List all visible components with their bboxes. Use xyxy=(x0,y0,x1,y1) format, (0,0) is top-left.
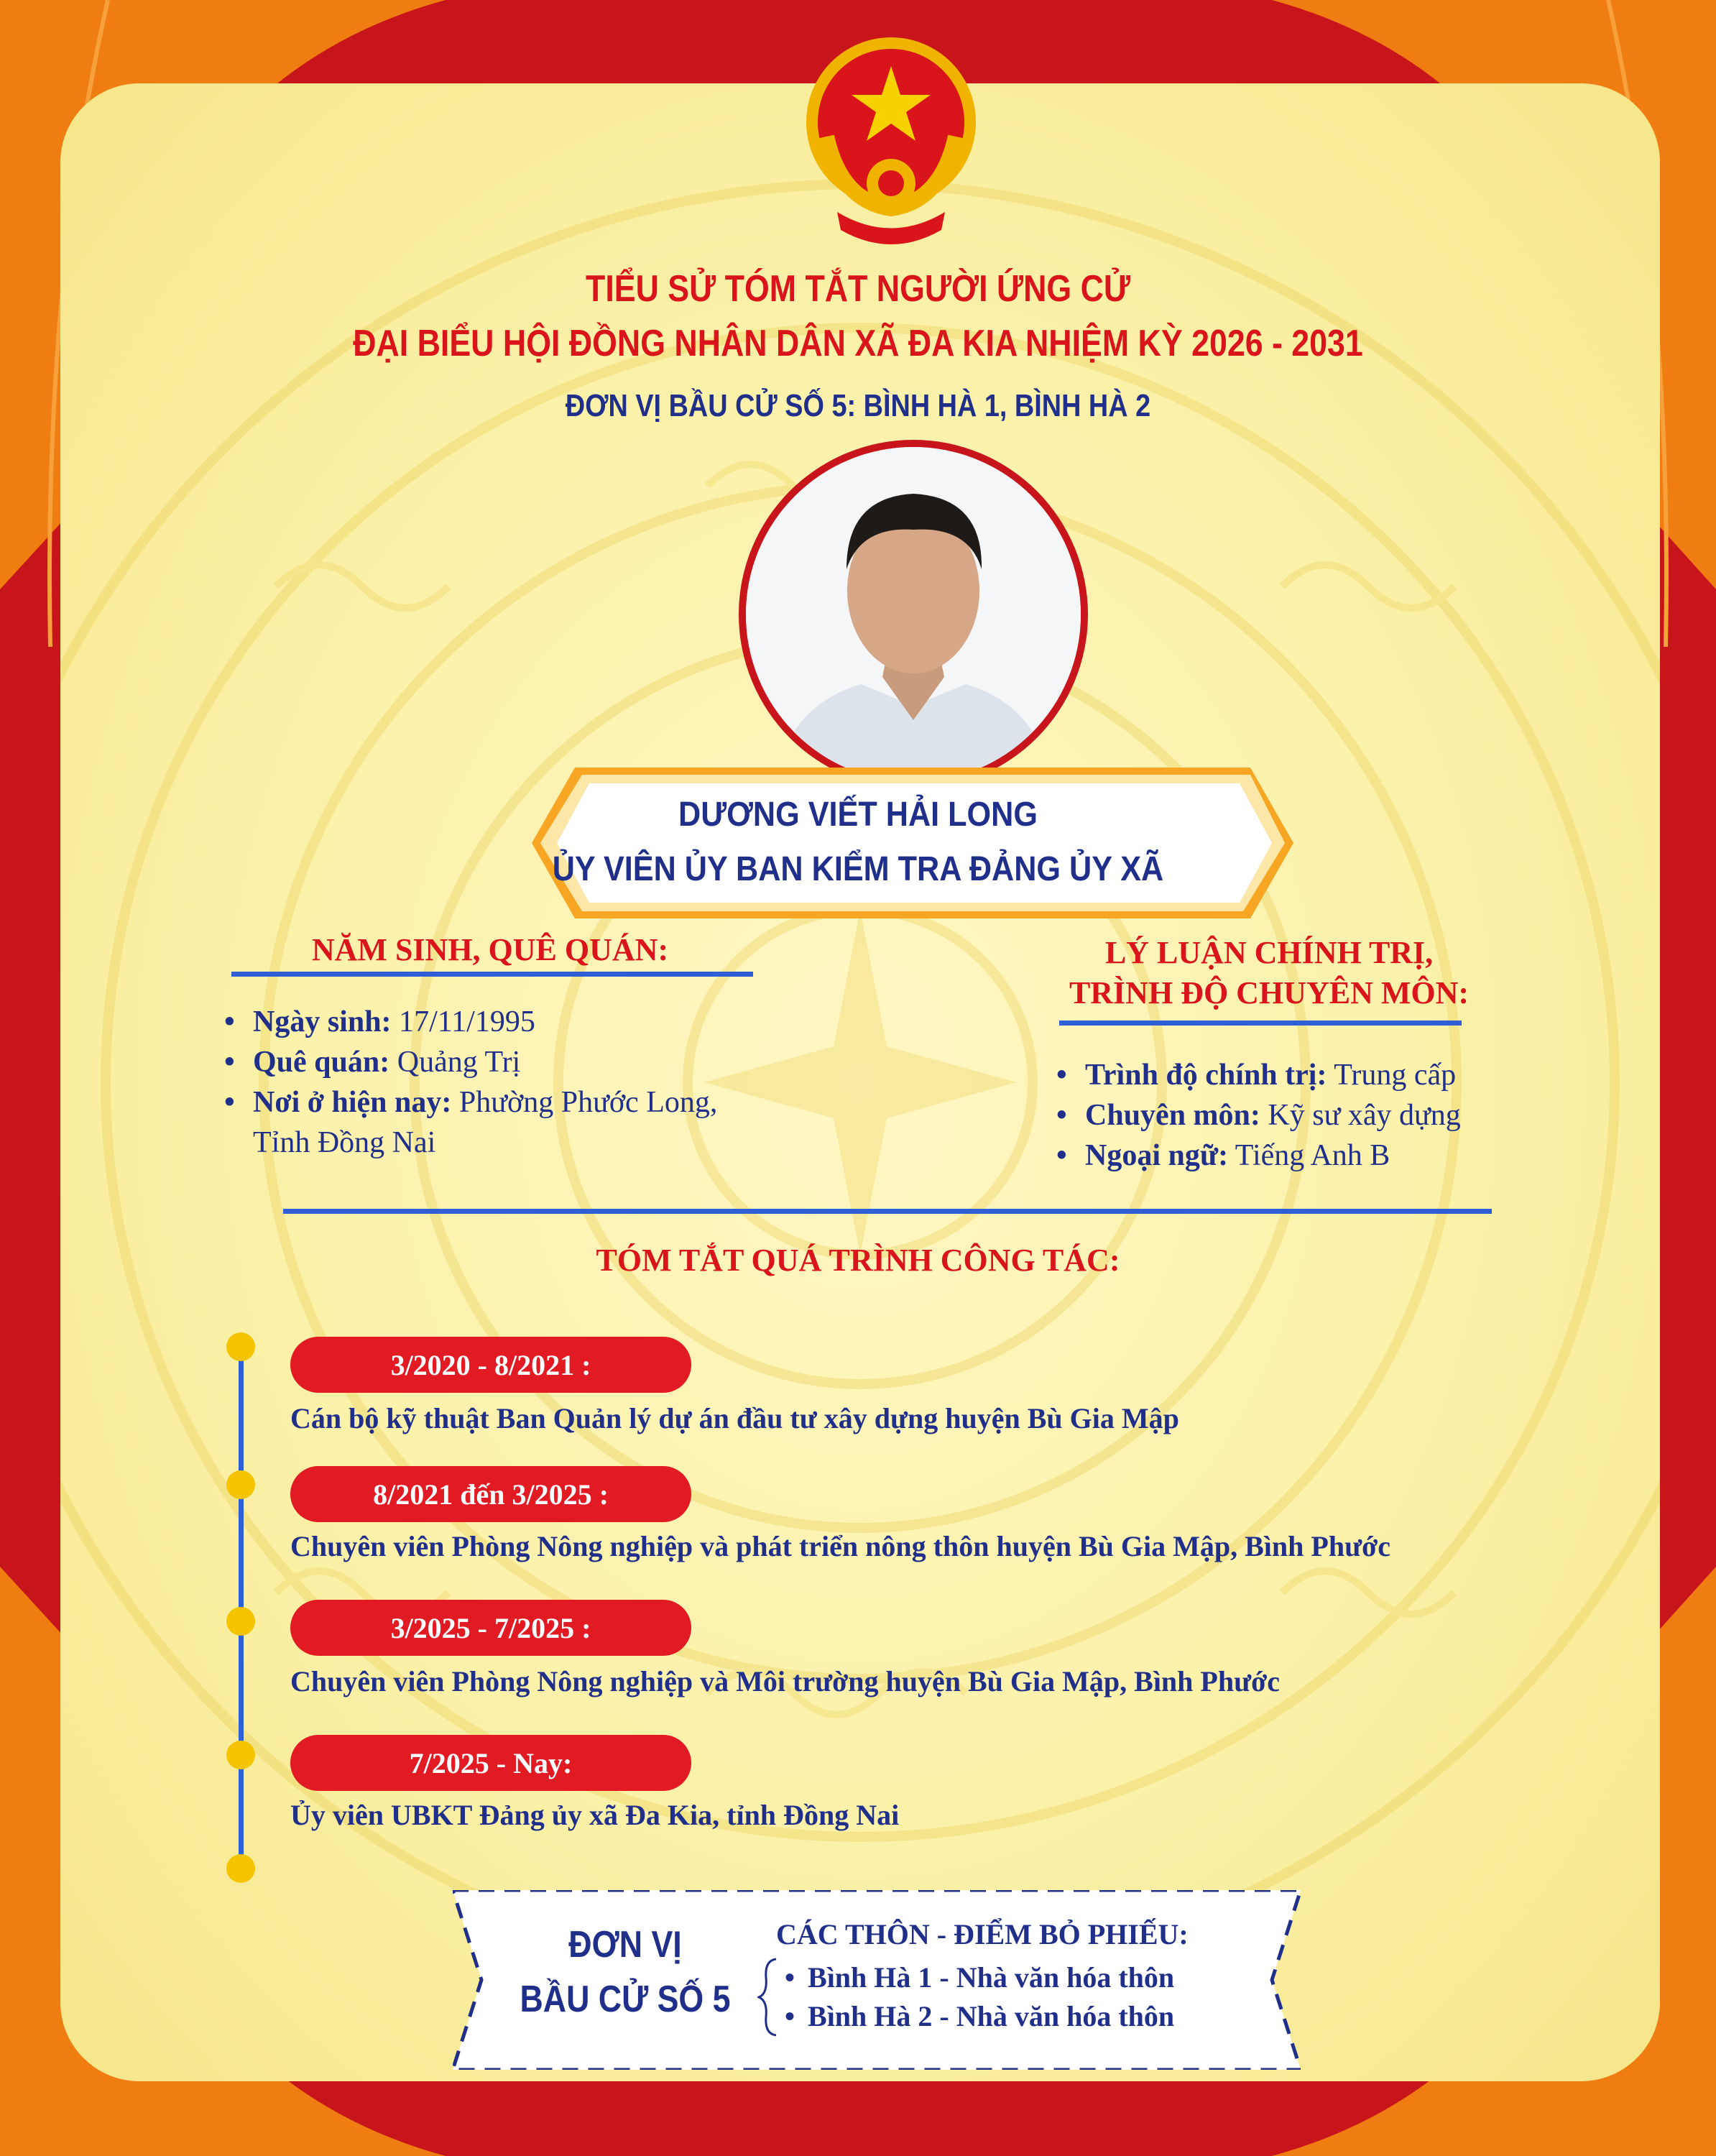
residence-item xyxy=(224,1082,842,1163)
career-description: Cán bộ kỹ thuật Ban Quản lý dự án đầu tư xây dựng huyện Bù Gia Mập xyxy=(290,1402,1179,1434)
personal-info-list xyxy=(224,1002,842,1163)
major-value: Kỹ sư xây dựng xyxy=(1260,1099,1461,1132)
bullet-icon: • xyxy=(785,2000,795,2032)
name-banner xyxy=(532,768,1293,918)
birth-date-label: Ngày sinh: xyxy=(253,1005,392,1038)
career-period: 3/2025 - 7/2025 : xyxy=(290,1600,691,1656)
section-divider xyxy=(283,1209,1492,1214)
language-label: Ngoại ngữ: xyxy=(1085,1139,1229,1172)
polling-station-item xyxy=(785,1999,1174,2033)
polling-station-item xyxy=(785,1961,1174,1994)
title-line-2: ĐẠI BIỂU HỘI ĐỒNG NHÂN DÂN XÃ ĐA KIA NHIỆM KỲ 2026 - 2031 xyxy=(353,323,1363,364)
major-item xyxy=(1056,1095,1617,1135)
candidate-name: DƯƠNG VIẾT HẢI LONG xyxy=(678,796,1038,834)
candidate-position: ỦY VIÊN ỦY BAN KIỂM TRA ĐẢNG ỦY XÃ xyxy=(552,850,1164,888)
bullet-icon: • xyxy=(224,1086,235,1119)
national-emblem-icon xyxy=(798,29,984,259)
political-level-value: Trung cấp xyxy=(1327,1059,1457,1092)
title-line-1: TIỂU SỬ TÓM TẮT NGƯỜI ỨNG CỬ xyxy=(586,268,1130,310)
polling-station-label: Bình Hà 2 - Nhà văn hóa thôn xyxy=(808,2000,1175,2032)
qualifications-heading xyxy=(1061,933,1477,1013)
qualifications-list xyxy=(1056,1055,1617,1176)
brace-icon xyxy=(757,1958,779,2037)
language-value: Tiếng Anh B xyxy=(1228,1139,1390,1172)
birth-date-item xyxy=(224,1002,842,1042)
hometown-value: Quảng Trị xyxy=(389,1046,521,1079)
timeline-line xyxy=(239,1344,244,1869)
voting-unit-number: BẦU CỬ SỐ 5 xyxy=(520,1978,731,2020)
career-period: 8/2021 đến 3/2025 : xyxy=(290,1466,691,1522)
language-item xyxy=(1056,1135,1617,1176)
bullet-icon: • xyxy=(785,1961,795,1994)
political-level-item xyxy=(1056,1055,1617,1095)
career-heading: TÓM TẮT QUÁ TRÌNH CÔNG TÁC: xyxy=(596,1243,1120,1278)
qualifications-heading-line-1: LÝ LUẬN CHÍNH TRỊ, xyxy=(1104,935,1434,970)
personal-info-heading: NĂM SINH, QUÊ QUÁN: xyxy=(311,932,669,967)
hometown-item xyxy=(224,1042,842,1082)
career-period: 7/2025 - Nay: xyxy=(290,1735,691,1791)
political-level-label: Trình độ chính trị: xyxy=(1085,1059,1327,1092)
birth-date-value: 17/11/1995 xyxy=(391,1005,535,1038)
bullet-icon: • xyxy=(1056,1059,1067,1092)
personal-info-rule xyxy=(231,972,753,977)
timeline-dot xyxy=(226,1332,255,1361)
career-description: Chuyên viên Phòng Nông nghiệp và phát triển nông thôn huyện Bù Gia Mập, Bình Phước xyxy=(290,1530,1390,1562)
bullet-icon: • xyxy=(224,1046,235,1079)
residence-value: Phường Phước Long, xyxy=(451,1086,718,1119)
major-label: Chuyên môn: xyxy=(1085,1099,1260,1132)
career-period: 3/2020 - 8/2021 : xyxy=(290,1337,691,1393)
hometown-label: Quê quán: xyxy=(253,1046,390,1079)
candidate-photo xyxy=(746,447,1081,782)
voting-unit-title: ĐƠN VỊ xyxy=(568,1924,682,1966)
timeline-dot xyxy=(226,1741,255,1769)
career-description: Ủy viên UBKT Đảng ủy xã Đa Kia, tỉnh Đồng Nai xyxy=(290,1799,900,1831)
qualifications-rule xyxy=(1059,1021,1462,1026)
polling-stations-heading: CÁC THÔN - ĐIỂM BỎ PHIẾU: xyxy=(776,1918,1189,1950)
timeline-dot xyxy=(226,1470,255,1499)
qualifications-heading-line-2: TRÌNH ĐỘ CHUYÊN MÔN: xyxy=(1069,975,1470,1010)
timeline-dot xyxy=(226,1607,255,1636)
residence-province: Tỉnh Đồng Nai xyxy=(253,1126,436,1159)
polling-station-label: Bình Hà 1 - Nhà văn hóa thôn xyxy=(808,1961,1175,1994)
residence-label: Nơi ở hiện nay: xyxy=(253,1086,452,1119)
person-silhouette-icon xyxy=(746,447,1081,782)
bullet-icon: • xyxy=(1056,1099,1067,1132)
electoral-unit-subtitle: ĐƠN VỊ BẦU CỬ SỐ 5: BÌNH HÀ 1, BÌNH HÀ 2 xyxy=(565,388,1151,423)
bullet-icon: • xyxy=(224,1005,235,1038)
timeline-dot xyxy=(226,1854,255,1883)
career-description: Chuyên viên Phòng Nông nghiệp và Môi trường huyện Bù Gia Mập, Bình Phước xyxy=(290,1665,1281,1697)
bullet-icon: • xyxy=(1056,1139,1067,1172)
